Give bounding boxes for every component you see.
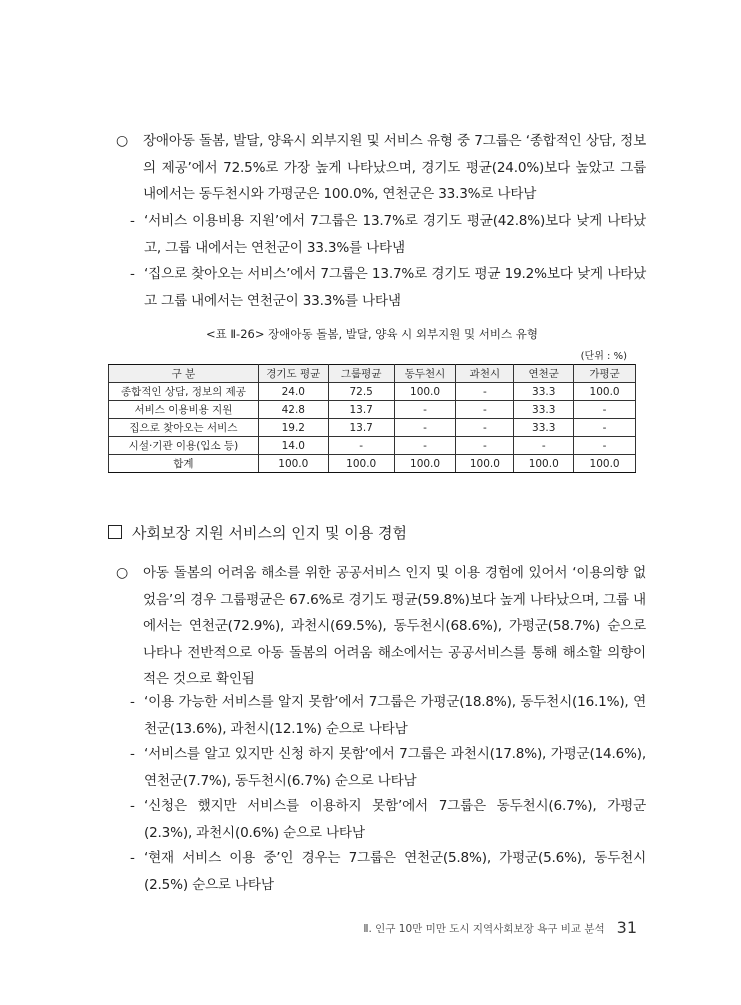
dash-bullet-icon: - [130,746,135,762]
page-number: 31 [616,918,637,937]
table-cell: - [514,437,574,455]
paragraph-text: ‘서비스를 알고 있지만 신청 하지 못함’에서 7그룹은 과천시(17.8%), 가평군(14.6%), 연천군(7.7%), 동두천시(6.7%) 순으로 나타남 [144,746,646,789]
paragraph-dash-4 [130,741,646,794]
table-cell: 72.5 [328,383,394,401]
square-bullet-icon [108,525,122,539]
paragraph-text: ‘현재 서비스 이용 중’인 경우는 7그룹은 연천군(5.8%), 가평군(5.6%), 동두천시(2.5%) 순으로 나타남 [144,850,646,893]
dash-bullet-icon: - [130,213,135,229]
table-cell: 13.7 [328,401,394,419]
dash-bullet-icon: - [130,798,135,814]
paragraph-dash-2 [130,261,646,314]
paragraph-text: ‘신청은 했지만 서비스를 이용하지 못함’에서 7그룹은 동두천시(6.7%), 가평군(2.3%), 과천시(0.6%) 순으로 나타남 [144,798,646,841]
table-cell: - [394,437,456,455]
header-cell: 연천군 [514,365,574,383]
footer-chapter-title: Ⅱ. 인구 10만 미만 도시 지역사회보장 욕구 비교 분석 [363,923,605,935]
table-row [109,383,636,401]
paragraph-dash-6 [130,845,646,898]
paragraph-text: ‘이용 가능한 서비스를 알지 못함’에서 7그룹은 가평군(18.8%), 동두천시(16.1%), 연천군(13.6%), 과천시(12.1%) 순으로 나타남 [144,694,646,737]
paragraph-dash-3 [130,689,646,742]
table-cell: - [574,437,636,455]
table-row [109,401,636,419]
dash-bullet-icon: - [130,266,135,282]
table-cell: - [328,437,394,455]
table-cell: 42.8 [258,401,328,419]
circle-bullet-icon: ○ [116,133,129,149]
paragraph-text: ‘집으로 찾아오는 서비스’에서 7그룹은 13.7%로 경기도 평균 19.2%보다 낮게 나타났고 그룹 내에서는 연천군이 33.3%를 나타냄 [144,266,646,309]
paragraph-dash-5 [130,793,646,846]
table-cell: 33.3 [514,419,574,437]
table-cell: - [574,419,636,437]
table-cell: 14.0 [258,437,328,455]
paragraph-dash-1 [130,208,646,261]
table-header-row [109,365,636,383]
table-cell: - [456,401,514,419]
row-label: 서비스 이용비용 지원 [109,401,259,419]
table-caption: <표 Ⅱ-26> 장애아동 돌봄, 발달, 양육 시 외부지원 및 서비스 유형 [206,327,538,341]
header-cell: 구 분 [109,365,259,383]
table-cell: 100.0 [574,455,636,473]
data-table [108,364,636,473]
table-cell: 24.0 [258,383,328,401]
paragraph-text: 장애아동 돌봄, 발달, 양육시 외부지원 및 서비스 유형 중 7그룹은 ‘종합적인 상담, 정보의 제공’에서 72.5%로 가장 높게 나타났으며, 경기도 평균(24.0%)보다 높았고 그룹 내에서는 동두천시와 가평군은 100.0%, 연천군은 33.3%로 나타남 [143,133,646,202]
table-cell: 100.0 [328,455,394,473]
dash-bullet-icon: - [130,850,135,866]
paragraph-bullet-2 [116,560,646,693]
dash-bullet-icon: - [130,694,135,710]
section-heading [108,522,407,543]
row-label: 합계 [109,455,259,473]
row-label: 집으로 찾아오는 서비스 [109,419,259,437]
table-row [109,419,636,437]
table-cell: 100.0 [258,455,328,473]
table-cell: - [394,401,456,419]
table-cell: 100.0 [456,455,514,473]
row-label: 종합적인 상담, 정보의 제공 [109,383,259,401]
header-cell: 과천시 [456,365,514,383]
table-cell: - [574,401,636,419]
table-cell: 100.0 [394,383,456,401]
table-cell: 33.3 [514,383,574,401]
table-cell: 13.7 [328,419,394,437]
circle-bullet-icon: ○ [116,565,129,581]
table-row [109,437,636,455]
table-cell: - [456,419,514,437]
row-label: 시설·기관 이용(입소 등) [109,437,259,455]
table-cell: 100.0 [394,455,456,473]
table-unit: (단위 : %) [580,351,627,362]
table-cell: - [394,419,456,437]
table-total-row [109,455,636,473]
table-cell: - [456,383,514,401]
table-cell: 100.0 [514,455,574,473]
header-cell: 경기도 평균 [258,365,328,383]
paragraph-text: ‘서비스 이용비용 지원’에서 7그룹은 13.7%로 경기도 평균(42.8%)보다 낮게 나타났고, 그룹 내에서는 연천군이 33.3%를 나타냄 [144,213,646,256]
header-cell: 그룹평균 [328,365,394,383]
paragraph-text: 아동 돌봄의 어려움 해소를 위한 공공서비스 인지 및 이용 경험에 있어서 ‘이용의향 없었음’의 경우 그룹평균은 67.6%로 경기도 평균(59.8%)보다 높게 나타났으며, 그룹 내에서는 연천군(72.9%), 과천시(69.5%), 동두천시(68.6%), 가평군(58.7%) 순으로 나타나 전반적으로 아동 돌봄의 어려움 해소에서는 공공서비스를 통해 해소할 의향이 적은 것으로 확인됨 [143,565,646,687]
table-cell: 33.3 [514,401,574,419]
header-cell: 가평군 [574,365,636,383]
page-footer [363,918,637,937]
header-cell: 동두천시 [394,365,456,383]
table-cell: 100.0 [574,383,636,401]
table-cell: 19.2 [258,419,328,437]
table-cell: - [456,437,514,455]
section-title: 사회보장 지원 서비스의 인지 및 이용 경험 [132,524,407,542]
paragraph-bullet-1 [116,128,646,208]
